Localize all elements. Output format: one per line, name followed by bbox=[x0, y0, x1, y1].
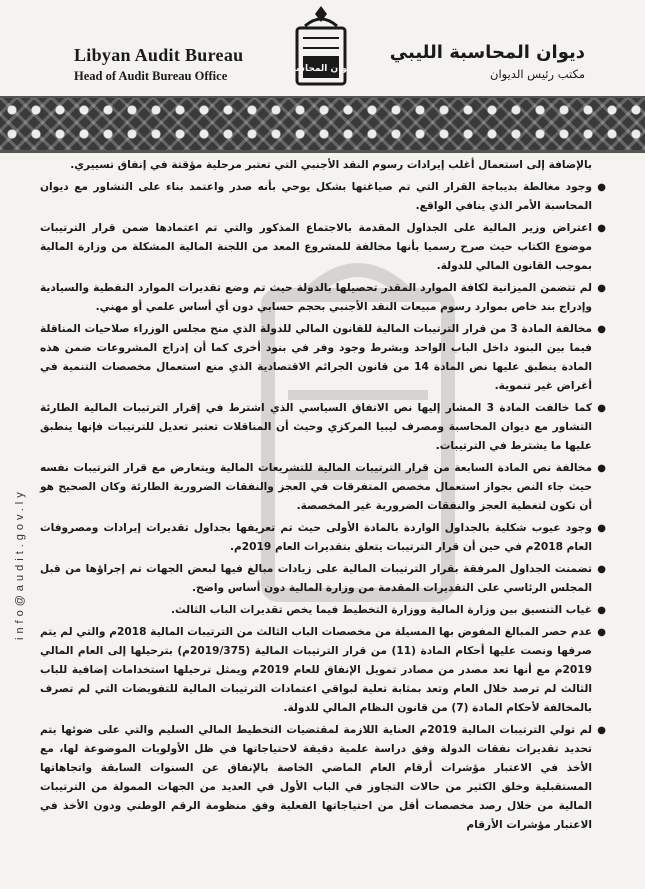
intro-paragraph: بالإضافة إلى استعمال أغلب إيرادات رسوم النقد الأجنبي التي تعتبر مرحلية مؤقتة في إنفاق تسييري. bbox=[70, 159, 592, 171]
list-item bbox=[40, 623, 606, 718]
list-item-text: عدم حصر المبالغ المفوض بها المسيلة من مخصصات الباب الثالث من الترتيبات المالية 2018م والتي لم يتم صرفها ونصت عليها أحكام المادة (11) من قرار الترتيبات المالية (2019/375م) بترحيلها إلى العام المالي 2019م مع أنها تعد مصدر من مصادر تمويل الإنفاق للعام 2019م ويمثل ترحيلها استخدامات إضافية للباب الثالث لم ترصد خلال العام وتعد بمثابة تعلية لبواقي اعتمادات الترتيبات المالية للتفويضات التي لم تصرف بالمخالفة لأحكام المادة (7) من قانون النظام المالي للدولة. bbox=[40, 626, 592, 714]
list-item bbox=[40, 399, 606, 456]
list-item bbox=[40, 279, 606, 317]
bullet-icon: ● bbox=[597, 463, 606, 474]
letter-body bbox=[40, 156, 606, 838]
letterhead bbox=[0, 0, 645, 96]
english-title: Libyan Audit Bureau bbox=[74, 45, 244, 65]
list-item-text: مخالفة نص المادة السابعة من قرار الترتيبات المالية للتشريعات المالية ويتعارض مع قرار الترتيبات نفسه حيث جاء النص بجواز استعمال مخصص المتفرقات في العجز والنفقات الضرورية الطارئة وكان الصحيح هو أن تكون لتغطية العجز والنفقات الضرورية غير المخصصة. bbox=[40, 462, 592, 512]
arabic-header bbox=[390, 42, 585, 81]
bullet-icon: ● bbox=[597, 403, 606, 414]
list-item bbox=[40, 721, 606, 835]
list-item bbox=[40, 560, 606, 598]
list-item bbox=[40, 459, 606, 516]
list-item bbox=[40, 519, 606, 557]
list-item-text: اعتراض وزير المالية على الجداول المقدمة بالاجتماع المذكور والتي تم اعتمادها ضمن قرار الترتيبات موضوع الكتاب حيث صرح رسميا بأنها مخالفة للمشروع المعد من اللجنة المالية المشكلة من وزارة المالية بموجب القانون المالي للدولة. bbox=[40, 222, 592, 272]
logo-text: ديوان المحاسبة bbox=[287, 64, 355, 74]
list-item-text: تضمنت الجداول المرفقة بقرار الترتيبات المالية على زيادات مبالغ فيها لبعض الجهات تم إجراؤها من قبل المجلس الرئاسي على التقديرات المقدمة من وزارة المالية دون أساس واضح. bbox=[40, 563, 592, 594]
bullet-icon: ● bbox=[597, 605, 606, 616]
side-email: info@audit.gov.ly bbox=[14, 488, 26, 640]
bullet-icon: ● bbox=[597, 627, 606, 638]
list-item bbox=[40, 601, 606, 620]
bullet-icon: ● bbox=[597, 182, 606, 193]
bullet-icon: ● bbox=[597, 283, 606, 294]
list-item-text: مخالفة المادة 3 من قرار الترتيبات المالية للقانون المالي للدولة الذي منح مجلس الوزراء صلاحيات المناقلة فيما بين البنود داخل الباب الواحد وبشرط وجود وفر في بنود أخرى كما أن إدراج المشروعات ضمن هذه المادة ينطبق عليها نص المادة 14 من قانون الجرائم الاقتصادية الذي منع استعمال مخصصات التنمية في أغراض غير تنموية. bbox=[40, 323, 592, 392]
arabic-title: ديوان المحاسبة الليبي bbox=[389, 42, 585, 63]
list-item-text: وجود عيوب شكلية بالجداول الواردة بالمادة الأولى حيث تم تعريفها بجداول تقديرات إيرادات ومصروفات العام 2018م في حين أن قرار الترتيبات يتعلق بتقديرات العام 2019م. bbox=[40, 522, 592, 553]
english-header bbox=[74, 45, 243, 84]
list-item-text: لم تولي الترتيبات المالية 2019م العناية اللازمة لمقتضيات التخطيط المالي السليم والتي على ضوئها يتم تحديد تقديرات نفقات الدولة وفق دراسة علمية دقيقة لاحتياجاتها في ظل الأولويات الموضوعة لها، مع الأخذ في الاعتبار مؤشرات أرقام العام الماضي الخاصة بالإنفاق عن السنوات السابقة واتجاهاتها المستقبلية وخلق الكثير من حالات التجاوز في الباب الأول في العديد من الجهات الممولة من الترتيبات المالية من خلال رصد مخصصات أقل من احتياجاتها الفعلية وفق منظومة الرقم الوطني ودون الأخذ في الاعتبار مؤشرات الأرقام bbox=[40, 724, 592, 831]
bullet-icon: ● bbox=[597, 223, 606, 234]
list-item-text: كما خالفت المادة 3 المشار إليها نص الاتفاق السياسي الذي اشترط في إقرار الترتيبات المالية الطارئة التشاور مع ديوان المحاسبة ومصرف ليبيا المركزي وحيث أن المناقلات تعتبر تعديل للترتيبات فإنها ينطبق عليها ما يشترط في الترتيبات. bbox=[40, 402, 592, 452]
arabic-subtitle: مكتب رئيس الديوان bbox=[490, 67, 585, 81]
bullet-icon: ● bbox=[597, 564, 606, 575]
list-item bbox=[40, 178, 606, 216]
list-item-text: غياب التنسيق بين وزارة المالية ووزارة التخطيط فيما يخص تقديرات الباب الثالث. bbox=[170, 604, 592, 616]
audit-bureau-logo bbox=[277, 4, 365, 88]
list-item bbox=[40, 219, 606, 276]
list-item-text: وجود مغالطة بديباجة القرار التي تم صياغتها بشكل يوحي بأنه صدر واعتمد بناء على التشاور مع ديوان المحاسبة الأمر الذي ينافي الواقع. bbox=[40, 181, 592, 212]
list-item bbox=[40, 320, 606, 396]
decorative-band bbox=[0, 98, 645, 150]
english-subtitle: Head of Audit Bureau Office bbox=[74, 69, 228, 83]
bullet-icon: ● bbox=[597, 324, 606, 335]
bullet-icon: ● bbox=[597, 523, 606, 534]
list-item-text: لم تتضمن الميزانية لكافة الموارد المقدر تحصيلها بالدولة حيث تم وضع تقديرات الموارد النفطية والسيادية وإدراج بند خاص بموارد رسوم مبيعات النقد الأجنبي بحجم حسابي دون أي أساس علمي أو مهني. bbox=[40, 282, 592, 313]
bullet-icon: ● bbox=[597, 725, 606, 736]
divider bbox=[0, 150, 645, 153]
